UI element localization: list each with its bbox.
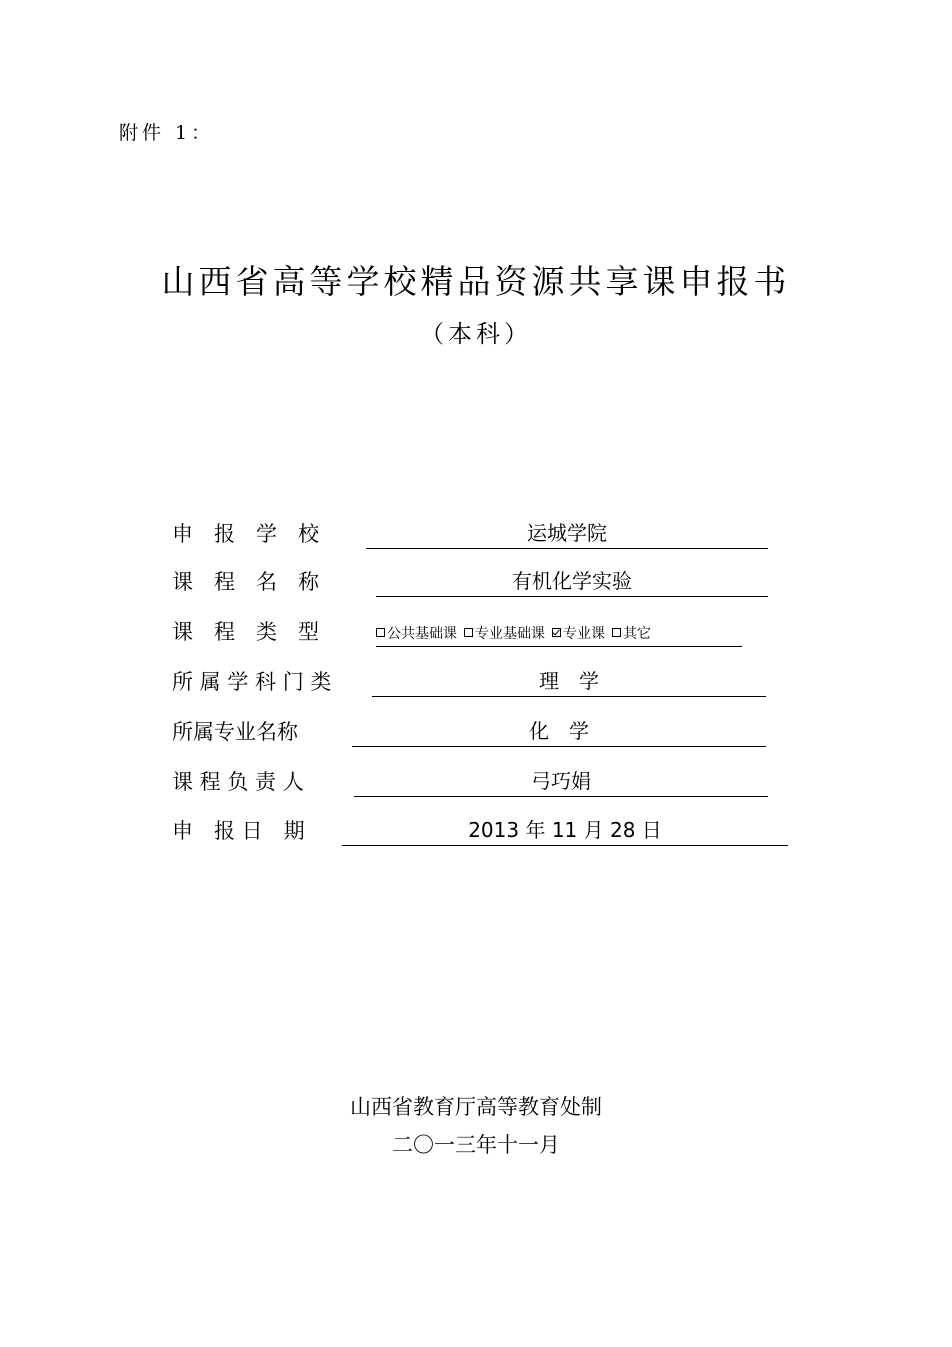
- footer-date: 二〇一三年十一月: [392, 1133, 560, 1157]
- document-subtitle: （本科）: [420, 320, 532, 348]
- field-label-course-type: 课 程 类 型: [172, 620, 319, 644]
- field-label-major: 所属专业名称: [172, 720, 298, 744]
- course-type-options: [376, 616, 742, 647]
- course-type-option[interactable]: [464, 626, 545, 642]
- field-value-major: 化 学: [352, 716, 766, 747]
- field-value-discipline: 理 学: [372, 666, 766, 697]
- field-value-course-name: 有机化学实验: [376, 566, 768, 597]
- field-label-date: 申 报 日 期: [172, 819, 305, 843]
- field-label-course-name: 课 程 名 称: [172, 570, 319, 594]
- field-value-leader: 弓巧娟: [354, 766, 768, 797]
- field-label-discipline: 所 属 学 科 门 类: [172, 670, 332, 694]
- field-value-school: 运城学院: [366, 518, 768, 549]
- course-type-option-label: 其它: [623, 626, 651, 642]
- course-type-option[interactable]: [376, 626, 457, 642]
- document-title: 山西省高等学校精品资源共享课申报书: [161, 262, 791, 301]
- field-label-leader: 课 程 负 责 人: [172, 770, 304, 794]
- course-type-option-label: 专业课: [563, 626, 605, 642]
- course-type-option-label: 专业基础课: [475, 626, 545, 642]
- checkbox-checked-icon[interactable]: [552, 628, 561, 637]
- course-type-option-label: 公共基础课: [387, 626, 457, 642]
- checkbox-empty-icon[interactable]: [376, 628, 385, 637]
- checkbox-empty-icon[interactable]: [612, 628, 621, 637]
- course-type-option[interactable]: [612, 626, 651, 642]
- course-type-option[interactable]: [552, 626, 605, 642]
- footer-issuer: 山西省教育厅高等教育处制: [350, 1095, 602, 1119]
- field-value-date: 2013 年 11 月 28 日: [342, 815, 788, 846]
- checkbox-empty-icon[interactable]: [464, 628, 473, 637]
- field-label-school: 申 报 学 校: [172, 522, 319, 546]
- attachment-label: 附件 1：: [119, 122, 215, 144]
